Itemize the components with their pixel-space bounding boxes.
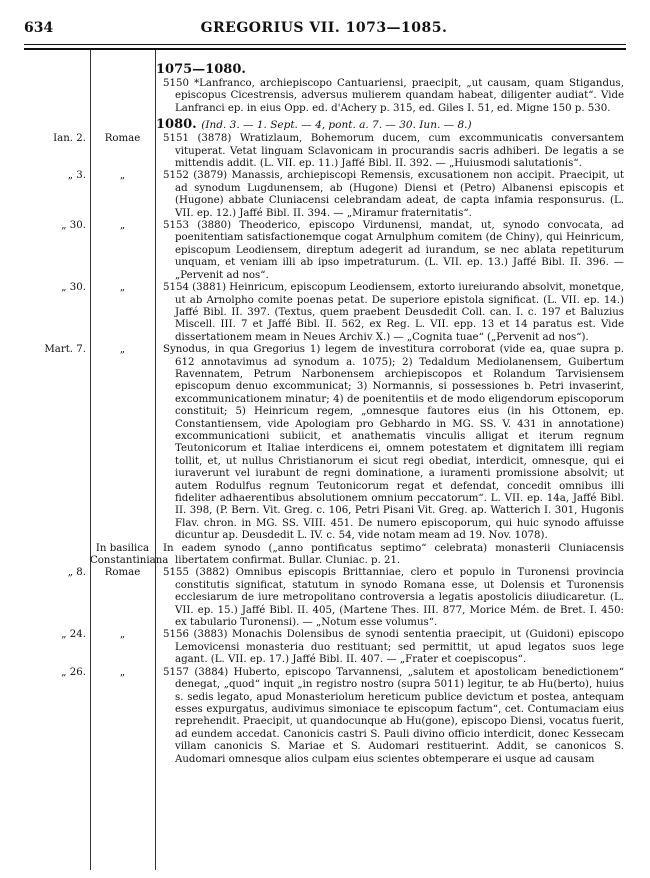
running-head: GREGORIUS VII. 1073—1085.	[200, 20, 448, 36]
entry-text: In eadem synodo („anno pontificatus septimo“ celebrata) monasterii Cluniacensis libertatem confirmat. Bullar. Cluniac. p. 21.	[163, 542, 624, 567]
entry-date: „ 3.	[67, 170, 86, 182]
entry-date: „ 26.	[61, 666, 86, 678]
entry-date: Mart. 7.	[44, 344, 86, 356]
section-indiction-note: (Ind. 3. — 1. Sept. — 4, pont. a. 7. — 30. Iun. — 8.)	[201, 119, 472, 132]
entry-text: Synodus, in qua Gregorius 1) legem de investitura corroborat (vide ea, quae supra p. 612 annotavimus ad synodum a. 1075); 2) Tedaldum Mediolanensem, Guibertum Ravennatem, Petrum Narbonensem archiepiscopos et Rolandum Tarvisiensem episcopum denuo excommunicat; 3) Normannis, si possessiones b. Petri invaserint, excommunicationem minatur; 4) de poenitentiis et de modo eligendorum episcoporum constituit; 5) Heinricum regem, „omnesque fautores eius (in his Ottonem, ep. Constantiensem, vide Apologiam pro Gebhardo in MG. SS. V. 431 in annotatione) excommunicationi subiicit, et anathematis vinculis alligat et iterum regnum Teutonicorum et Italiae interdicens ei, omnem potestatem et dignitatem illi regiam tollit, et, ut nullus Christianorum ei sicut regi obediat, interdicit, omnesque, qui ei iuraverunt vel iurabunt de regni dominatione, a iuramenti promissione absolvit; ut autem Rodulfus regnum Teutonicorum regat et defendat, concedit omnibus illi fideliter adhaerentibus absolutionem omnium peccatorum“. L. VII. ep. 14a, Jaffé Bibl. II. 398, (P. Bern. Vit. Greg. c. 106, Petri Pisani Vit. Greg. ap. Watterich I. 301, Hugonis Flav. chron. in MG. SS. VIII. 451. De numero episcoporum, qui huic synodo affuisse dicuntur ap. Deusdedit L. IV. c. 54, vide notam meam ad 19. Nov. 1078).	[163, 344, 624, 542]
entry-row	[24, 567, 624, 629]
entry-date: „ 24.	[61, 629, 86, 641]
entry-date: „ 8.	[67, 567, 86, 579]
entry-text-cell	[155, 567, 624, 629]
entry-place: „	[119, 344, 126, 356]
entry-text-cell	[155, 170, 624, 220]
header-rule-thin	[24, 44, 626, 45]
entry-row	[24, 667, 624, 766]
entry-row	[24, 133, 624, 170]
entry-row	[24, 282, 624, 344]
entry-text: 5153 (3880) Theoderico, episcopo Virdunensi, mandat, ut, synodo convocata, ad poenitentiam satisfactionemque cogat Arnulphum comitem (de Chiny), qui Heinricum, episcopum Leodiensem, direptum adegerit ad iurandum, se nec ablata repetiturum unquam, et veniam illi ab ipso impetraturum. (L. VII. ep. 13.) Jaffé Bibl. II. 396. — „Pervenit ad nos“.	[163, 220, 624, 281]
section-heading-1075-1080	[156, 62, 624, 78]
header-rule-thick	[24, 48, 626, 50]
entry-row	[24, 170, 624, 220]
entry-text-cell	[155, 220, 624, 282]
entry-row	[24, 78, 624, 115]
entry-text-cell	[155, 629, 624, 666]
entry-date: „ 30.	[61, 282, 86, 294]
entry-text: 5156 (3883) Monachis Dolensibus de synodi sententia praecipit, ut (Guidoni) episcopo Lemovicensi monasteria duo restituant; sed permittit, ut apud legatos suos lege agant. (L. VII. ep. 17.) Jaffé Bibl. II. 407. — „Frater et coepiscopus“.	[163, 629, 624, 666]
entry-text-cell	[155, 344, 624, 543]
entry-place: „	[119, 220, 126, 232]
entry-place: Romae	[104, 567, 141, 579]
entry-text-cell	[155, 282, 624, 344]
entry-row	[24, 344, 624, 543]
entry-place: „	[119, 666, 126, 678]
entry-place: Romae	[104, 133, 141, 145]
entry-text: 5152 (3879) Manassis, archiepiscopi Remensis, excusationem non accipit. Praecipit, ut ad synodum Lugdunensem, ab (Hugone) Diensi et (Petro) Albanensi episcopis et (Hugone) abbate Cluniacensi celebrandam adeat, de capta infamia responsurus. (L. VII. ep. 12.) Jaffé Bibl. II. 394. — „Miramur fraternitatis“.	[163, 170, 624, 219]
section-year: 1080.	[156, 117, 197, 133]
section-year: 1075—1080.	[156, 62, 246, 77]
entry-text-cell	[155, 667, 624, 766]
entry-row	[24, 220, 624, 282]
entry-text: 5154 (3881) Heinricum, episcopum Leodiensem, extorto iureiurando absolvit, monetque, ut ab Arnolpho comite poenas petat. De superiore epistola significat. (L. VII. ep. 14.) Jaffé Bibl. II. 397. (Textus, quem praebent Deusdedit Coll. can. I. c. 197 et Baluzius Miscell. III. 7 et Jaffé Bibl. II. 562, ex Reg. L. VII. epp. 13 et 14 paratus est. Vide dissertationem meam in Neues Archiv X.) — „Cognita tuae“ („Pervenit ad nos“).	[163, 282, 624, 343]
section-heading-1080	[156, 117, 624, 133]
regesta-content	[24, 62, 624, 766]
page-header	[24, 20, 624, 40]
entry-row	[24, 629, 624, 666]
entry-date: „ 30.	[61, 220, 86, 232]
entry-text: 5150 *Lanfranco, archiepiscopo Cantuariensi, praecipit, „ut causam, quam Stigandus, episcopus Cicestrensis, adversus mulierem quandam habeat, diligenter audiat“. Vide Lanfranci ep. in eius Opp. ed. d'Achery p. 315, ed. Giles I. 51, ed. Migne 150 p. 530.	[163, 78, 624, 114]
entry-place: In basilica Constantiniana	[90, 542, 169, 567]
entry-text: 5151 (3878) Wratizlaum, Bohemorum ducem, cum excommunicatis conversantem vituperat. Vetat linguam Sclavonicam in procurandis sacris adhiberi. De legatis a se mittendis addit. (L. VII. ep. 11.) Jaffé Bibl. II. 392. — „Huiusmodi salutationis“.	[163, 133, 624, 170]
entry-text-cell	[155, 543, 624, 568]
entry-text-cell	[155, 133, 624, 170]
entry-text: 5155 (3882) Omnibus episcopis Brittanniae, clero et populo in Turonensi provincia constitutis significat, statutum in synodo Romana esse, ut Dolensis et Turonensis ecclesiarum de iure metropolitano controversia a legatis apostolicis diiudicaretur. (L. VII. ep. 15.) Jaffé Bibl. II. 405, (Martene Thes. III. 877, Morice Mém. de Bret. I. 450: ex tabulario Turonensi). — „Notum esse volumus“.	[163, 567, 624, 629]
entry-row	[24, 543, 624, 568]
entry-text: 5157 (3884) Huberto, episcopo Tarvannensi, „salutem et apostolicam benedictionem“ denegat, „quod“ inquit „in registro nostro (supra 5011) legitur, te ab Hu(berto), huius s. sedis legato, apud Monasteriolum hereticum publice devictum et postea, antequam esses expurgatus, audivimus simoniace te episcopum factum“, cet. Contumaciam eius reprehendit. Praecipit, ut quandocunque ab Hu(gone), episcopo Diensi, vocatus fuerit, ad eundem accedat. Canonicis castri S. Pauli divino officio interdicit, donec Kessecam villam canonicis S. Mariae et S. Audomari restituerint. Addit, se canonicos S. Audomari omnesque alios culpam eius scientes obtemperare ei usque ad causam	[163, 666, 624, 765]
entry-place: „	[119, 170, 126, 182]
entry-place: „	[119, 629, 126, 641]
entry-text-cell	[155, 78, 624, 115]
page-number: 634	[24, 20, 54, 36]
entry-date: Ian. 2.	[53, 133, 86, 145]
entry-place: „	[119, 282, 126, 294]
